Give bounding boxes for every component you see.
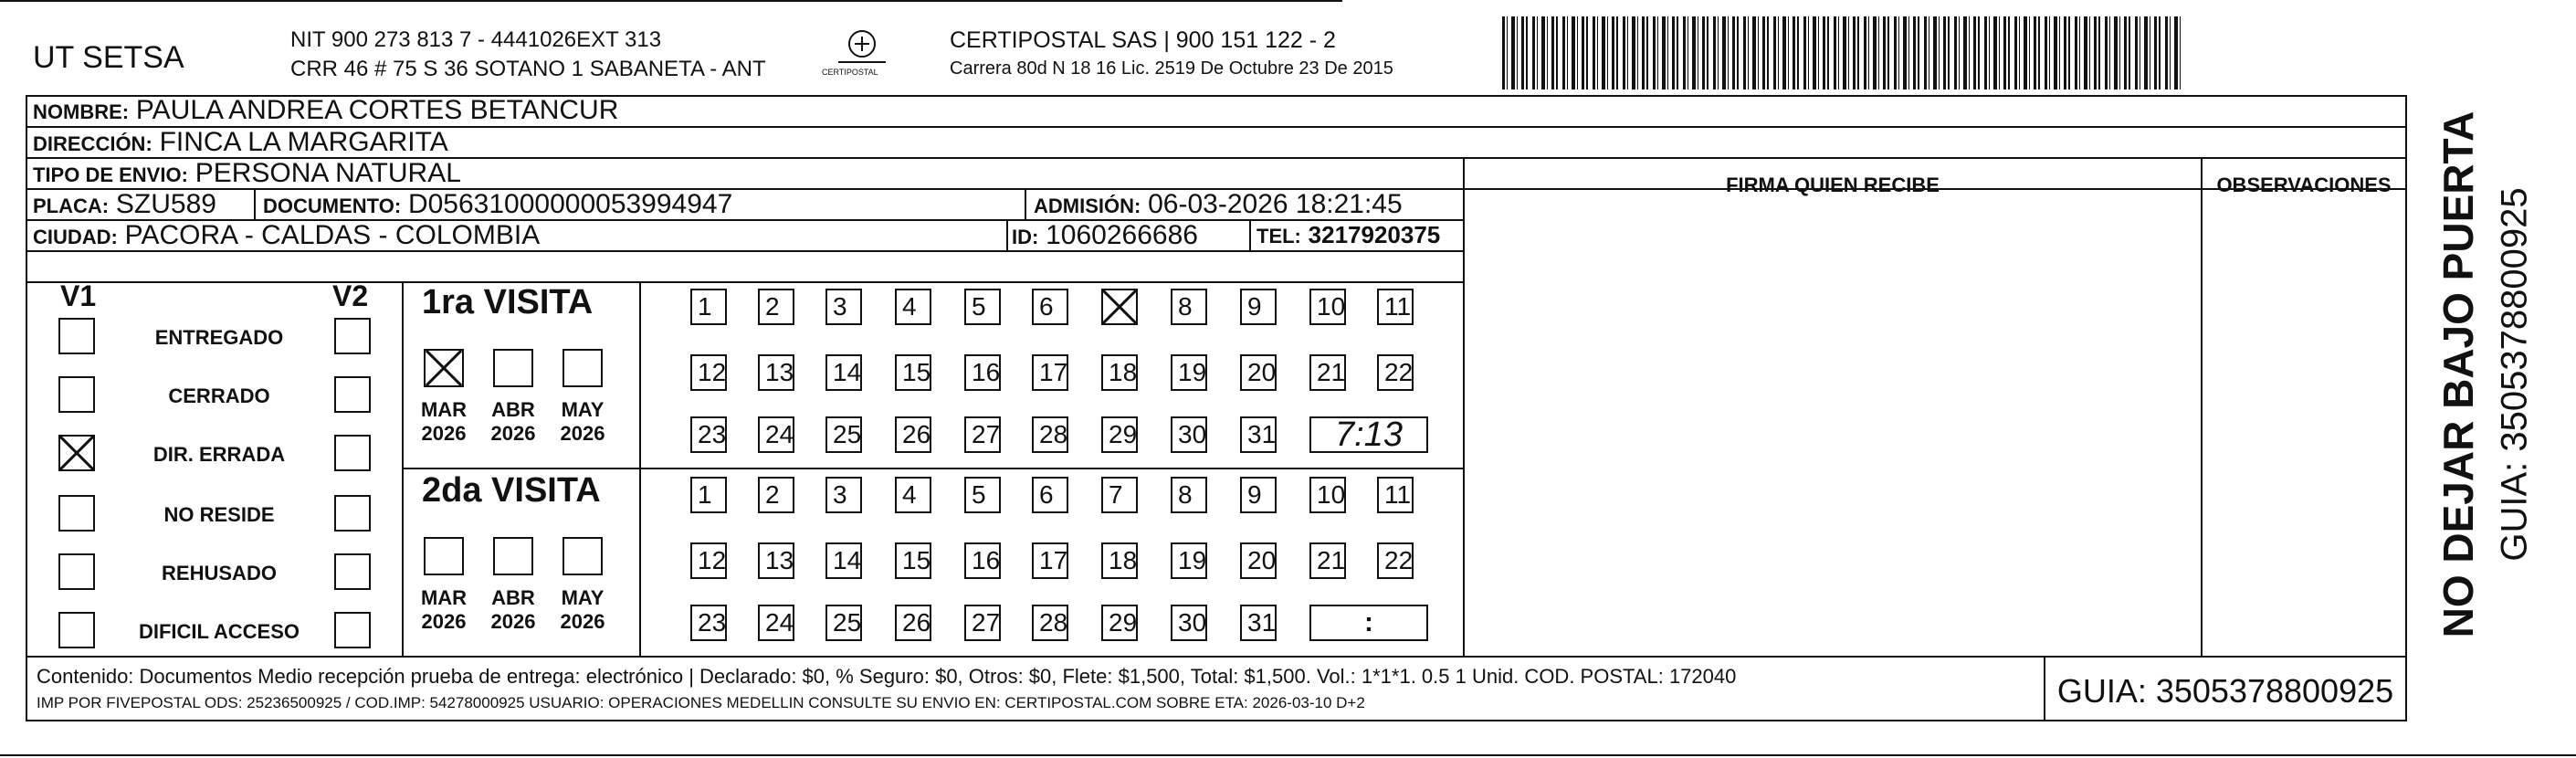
v1-checkbox[interactable] <box>58 318 95 354</box>
status-label: DIFICIL ACCESO <box>138 620 300 643</box>
status-label: NO RESIDE <box>163 503 275 526</box>
month-name: MAY <box>561 586 605 609</box>
day-box[interactable]: 9 <box>1240 289 1277 325</box>
admision-label: ADMISIÓN: <box>1034 195 1141 217</box>
day-box[interactable]: 17 <box>1032 354 1068 391</box>
v1-checkbox[interactable] <box>58 612 95 648</box>
day-box[interactable]: 10 <box>1309 477 1346 513</box>
footer-guia: GUIA: 3505378800925 <box>2056 672 2394 710</box>
day-box[interactable]: 3 <box>825 289 862 325</box>
day-box[interactable]: 1 <box>690 289 727 325</box>
admision-row <box>1034 189 1403 220</box>
month-year: 2026 <box>560 610 605 633</box>
day-box[interactable]: 23 <box>690 416 727 453</box>
day-box[interactable]: 18 <box>1101 542 1138 579</box>
month-label <box>414 398 474 446</box>
day-box[interactable]: 13 <box>758 354 794 391</box>
v2-checkbox[interactable] <box>334 318 371 354</box>
v2-checkbox[interactable] <box>334 435 371 471</box>
day-box[interactable]: 17 <box>1032 542 1068 579</box>
v1-checkbox[interactable] <box>58 553 95 590</box>
firma-header: FIRMA QUIEN RECIBE <box>1726 174 1940 196</box>
day-box[interactable]: 14 <box>825 354 862 391</box>
day-box[interactable]: 24 <box>758 416 794 453</box>
divider-placa <box>254 188 256 221</box>
direccion-value: FINCA LA MARGARITA <box>159 127 448 157</box>
month-checkbox[interactable] <box>563 349 603 387</box>
day-box[interactable]: 26 <box>895 605 931 641</box>
x-mark-icon <box>1101 289 1138 325</box>
month-name: MAR <box>420 398 468 421</box>
day-box[interactable]: 11 <box>1377 477 1414 513</box>
day-box[interactable]: 6 <box>1032 289 1068 325</box>
day-box[interactable]: 20 <box>1240 542 1277 579</box>
tel-row <box>1256 220 1440 249</box>
v1-checkbox[interactable] <box>58 495 95 532</box>
month-name: ABR <box>491 398 535 421</box>
month-checkbox[interactable] <box>424 349 464 387</box>
documento-row <box>263 189 732 220</box>
month-checkbox[interactable] <box>563 537 603 575</box>
month-checkbox[interactable] <box>493 537 533 575</box>
placa-row <box>33 189 216 220</box>
day-box[interactable]: 15 <box>895 542 931 579</box>
day-box[interactable]: 3 <box>825 477 862 513</box>
month-name: MAY <box>561 398 605 421</box>
month-year: 2026 <box>490 422 536 445</box>
status-label: ENTREGADO <box>154 326 284 349</box>
day-box[interactable]: 16 <box>964 354 1001 391</box>
day-box[interactable]: 29 <box>1101 416 1138 453</box>
certipostal-logo <box>833 29 891 66</box>
frame-right <box>2405 95 2407 721</box>
day-box[interactable]: 2 <box>758 289 794 325</box>
divider-id <box>1006 219 1008 252</box>
month-year: 2026 <box>490 610 536 633</box>
day-box[interactable]: 29 <box>1101 605 1138 641</box>
day-box[interactable]: 12 <box>690 542 727 579</box>
day-box[interactable]: 13 <box>758 542 794 579</box>
id-label: ID: <box>1012 226 1039 248</box>
day-box[interactable]: 23 <box>690 605 727 641</box>
barcode <box>1502 16 2182 89</box>
day-box[interactable]: 21 <box>1309 542 1346 579</box>
divider-tel <box>1249 219 1251 252</box>
top-rule <box>0 0 1342 2</box>
tel-value: 3217920375 <box>1308 221 1441 248</box>
day-box[interactable]: 28 <box>1032 416 1068 453</box>
frame-bottom <box>26 720 2407 721</box>
v1-checkbox[interactable] <box>58 376 95 413</box>
day-box[interactable]: 20 <box>1240 354 1277 391</box>
month-year: 2026 <box>421 422 467 445</box>
day-box[interactable]: 10 <box>1309 289 1346 325</box>
logo-text: CERTIPOSTAL <box>822 68 878 77</box>
status-label: REHUSADO <box>162 562 277 584</box>
status-label: CERRADO <box>168 384 270 407</box>
day-box[interactable]: 2 <box>758 477 794 513</box>
day-box[interactable]: 5 <box>964 289 1001 325</box>
divider-admision <box>1025 188 1026 221</box>
bottom-rule <box>0 754 2576 756</box>
ciudad-row <box>33 220 540 251</box>
nombre-label: NOMBRE: <box>33 100 130 123</box>
ciudad-label: CIUDAD: <box>33 226 118 248</box>
x-mark-icon <box>58 435 95 471</box>
day-box[interactable]: 16 <box>964 542 1001 579</box>
divider-days <box>639 281 641 658</box>
day-box[interactable]: 8 <box>1171 477 1207 513</box>
direccion-row <box>33 127 448 158</box>
direccion-label: DIRECCIÓN: <box>33 132 152 155</box>
day-box[interactable] <box>1101 289 1138 325</box>
day-box[interactable]: 28 <box>1032 605 1068 641</box>
day-box[interactable]: 8 <box>1171 289 1207 325</box>
day-box[interactable]: 18 <box>1101 354 1138 391</box>
rule-visits <box>402 468 1465 469</box>
rule-footer <box>26 656 2407 658</box>
day-box[interactable]: 9 <box>1240 477 1277 513</box>
day-box[interactable]: 19 <box>1171 354 1207 391</box>
ciudad-value: PACORA - CALDAS - COLOMBIA <box>124 220 541 250</box>
divider-firma <box>1463 157 1465 658</box>
month-label <box>552 586 613 634</box>
month-name: MAR <box>420 586 468 609</box>
id-value: 1060266686 <box>1046 220 1198 250</box>
month-checkbox[interactable] <box>493 349 533 387</box>
v1-header: V1 <box>60 279 97 312</box>
month-checkbox[interactable] <box>424 537 464 575</box>
visit2-title: 2da VISITA <box>422 471 601 510</box>
tel-label: TEL: <box>1256 225 1301 247</box>
day-box[interactable]: 7 <box>1101 477 1138 513</box>
address-line: CRR 46 # 75 S 36 SOTANO 1 SABANETA - ANT <box>290 57 766 81</box>
company-name: UT SETSA <box>33 40 184 75</box>
tipo-value: PERSONA NATURAL <box>195 158 461 188</box>
day-box[interactable]: 25 <box>825 416 862 453</box>
placa-label: PLACA: <box>33 195 110 217</box>
carrier-line: CERTIPOSTAL SAS | 900 151 122 - 2 <box>950 27 1336 53</box>
nombre-row <box>33 95 618 126</box>
day-box[interactable]: 6 <box>1032 477 1068 513</box>
day-box[interactable]: 1 <box>690 477 727 513</box>
side-guia: GUIA: 3505378800925 <box>2494 187 2535 562</box>
status-label: DIR. ERRADA <box>152 443 286 466</box>
v1-checkbox[interactable] <box>58 435 95 471</box>
day-box[interactable]: 31 <box>1240 416 1277 453</box>
visit1-title: 1ra VISITA <box>422 283 594 321</box>
imp-text: IMP POR FIVEPOSTAL ODS: 25236500925 / COD.IMP: 54278000925 USUARIO: OPERACIONES MEDELLIN CONSULTE SU ENVIO EN: CERTIPOSTAL.COM SOBRE ETA: 2026-03-10 D+2 <box>37 694 1365 711</box>
month-name: ABR <box>491 586 535 609</box>
time-box[interactable]: 7:13 <box>1309 416 1428 453</box>
day-box[interactable]: 11 <box>1377 289 1414 325</box>
day-box[interactable]: 21 <box>1309 354 1346 391</box>
month-label <box>414 586 474 634</box>
documento-value: D05631000000053994947 <box>407 189 733 219</box>
nombre-value: PAULA ANDREA CORTES BETANCUR <box>135 95 619 125</box>
day-box[interactable]: 15 <box>895 354 931 391</box>
documento-label: DOCUMENTO: <box>263 195 402 217</box>
month-label <box>552 398 613 446</box>
placa-value: SZU589 <box>115 189 216 219</box>
month-label <box>483 398 543 446</box>
no-dejar-bajo-puerta: NO DEJAR BAJO PUERTA <box>2434 111 2482 638</box>
divider-observaciones <box>2201 157 2203 658</box>
v2-checkbox[interactable] <box>334 495 371 532</box>
day-box[interactable]: 12 <box>690 354 727 391</box>
day-box[interactable]: 5 <box>964 477 1001 513</box>
tipo-label: TIPO DE ENVIO: <box>33 163 188 186</box>
admision-value: 06-03-2026 18:21:45 <box>1148 189 1403 219</box>
month-year: 2026 <box>421 610 467 633</box>
day-box[interactable]: 30 <box>1171 605 1207 641</box>
tipo-row <box>33 158 461 189</box>
day-box[interactable]: 27 <box>964 605 1001 641</box>
frame-left <box>26 95 27 721</box>
x-mark-icon <box>426 350 462 386</box>
day-box[interactable]: 19 <box>1171 542 1207 579</box>
time-box[interactable]: : <box>1309 605 1428 641</box>
v2-checkbox[interactable] <box>334 376 371 413</box>
nit-line: NIT 900 273 813 7 - 4441026EXT 313 <box>290 27 662 52</box>
v2-header: V2 <box>332 279 369 312</box>
v2-checkbox[interactable] <box>334 612 371 648</box>
month-year: 2026 <box>560 422 605 445</box>
rule-ciudad-bottom <box>26 281 1465 283</box>
day-box[interactable]: 26 <box>895 416 931 453</box>
id-row <box>1012 220 1198 251</box>
day-box[interactable]: 24 <box>758 605 794 641</box>
day-box[interactable]: 30 <box>1171 416 1207 453</box>
carrier-address: Carrera 80d N 18 16 Lic. 2519 De Octubre 23 De 2015 <box>950 58 1393 79</box>
month-label <box>483 586 543 634</box>
day-box[interactable]: 14 <box>825 542 862 579</box>
v2-checkbox[interactable] <box>334 553 371 590</box>
day-box[interactable]: 22 <box>1377 542 1414 579</box>
day-box[interactable]: 27 <box>964 416 1001 453</box>
day-box[interactable]: 4 <box>895 289 931 325</box>
day-box[interactable]: 25 <box>825 605 862 641</box>
day-box[interactable]: 31 <box>1240 605 1277 641</box>
day-box[interactable]: 4 <box>895 477 931 513</box>
day-box[interactable]: 22 <box>1377 354 1414 391</box>
observaciones-header: OBSERVACIONES <box>2216 174 2392 196</box>
contenido-text: Contenido: Documentos Medio recepción prueba de entrega: electrónico | Declarado: $0, % Seguro: $0, Otros: $0, Flete: $1,500, Total: $1,500. Vol.: 1*1*1. 0.5 1 Unid. COD. POSTAL: 172040 <box>37 665 1737 688</box>
divider-status <box>402 281 404 658</box>
